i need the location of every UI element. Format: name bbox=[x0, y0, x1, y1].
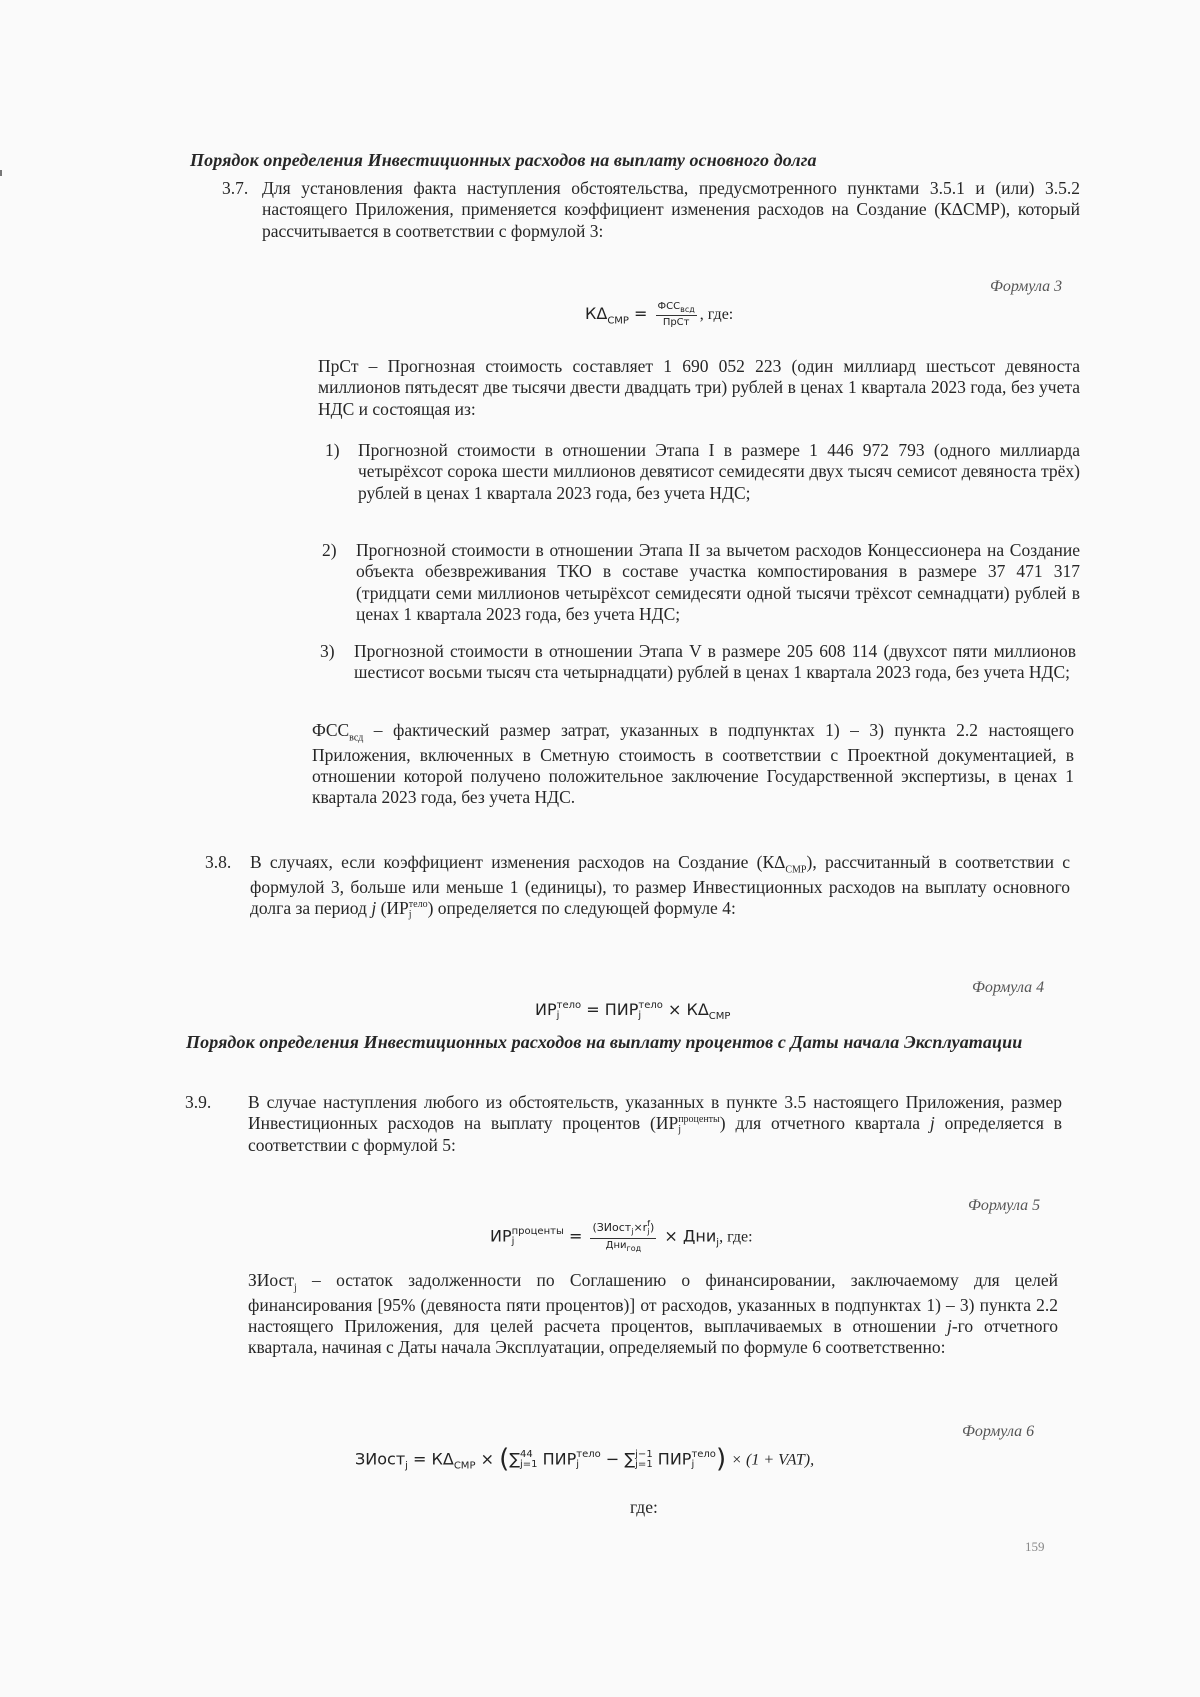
formula-3-numerator-sub: всд bbox=[680, 305, 695, 314]
formula-3-eq: = bbox=[634, 304, 648, 324]
scan-mark bbox=[0, 170, 2, 176]
formula-3-tail: , где: bbox=[699, 306, 734, 324]
formula-3-lhs-sub: СМР bbox=[607, 315, 629, 327]
formula-6-label: Формула 6 bbox=[962, 1423, 1035, 1440]
clause-text-3-8: В случаях, если коэффициент изменения расходов на Создание $(К\Delta_{СМР})$, рассчитанный в соответствии с формулой 3, больше или меньше 1 (единицы), то размер Инвестиционных расходов на выплату основного долга за период j (ИР тело j ) определяется по следующей формуле 4: bbox=[250, 852, 1070, 921]
item-3-text: Прогнозной стоимости в отношении Этапа V в размере 205 608 114 (двухсот пяти миллионов шестисот восьми тысяч ста четырнадцати) рублей в ценах 1 квартала 2023 года, без учета НДС; bbox=[354, 641, 1076, 683]
formula-5: ИР проценты j = (ЗИост$_j$×r f j ) Дни$_{год}$ × Дни$_j$, где: bbox=[490, 1219, 753, 1253]
zi-definition: ЗИост$_j$ – остаток задолженности по Соглашению о финансировании, заключаемому для целей финансирования [95% (девяноста пяти процентов)] от расходов, указанных в подпунктах 1) – 3) пункта 2.2 настоящего Приложения, для целей расчета процентов, выплачиваемых в отношении j-го отчетного квартала, начиная с Даты начала Эксплуатации, определяемый по формуле 6 соответственно: bbox=[248, 1270, 1059, 1358]
formula-4: ИР тело j = ПИР тело j × $К\Delta_{СМР}$ bbox=[535, 999, 731, 1023]
formula-5-label: Формула 5 bbox=[968, 1197, 1041, 1214]
fss-symbol: ФСС bbox=[312, 720, 350, 740]
clause-number-3-7: 3.7. bbox=[222, 178, 249, 198]
clause-text-3-7: Для установления факта наступления обстоятельства, предусмотренного пунктами 3.5.1 и (или) 3.5.2 настоящего Приложения, применяется коэффициент изменения расходов на Создание (КΔСМР), который рассчитывается в соответствии с формулой 3: bbox=[262, 178, 1080, 241]
prst-definition: ПрСт – Прогнозная стоимость составляет 1 690 052 223 (один миллиард шестьсот девяноста миллионов пятьдесят две тысячи двести двадцать три) рублей в ценах 1 квартала 2023 года, без учета НДС и состоящая из: bbox=[318, 356, 1080, 419]
fss-symbol-sub: всд bbox=[349, 732, 364, 744]
item-2-number: 2) bbox=[322, 540, 337, 560]
formula-3 bbox=[585, 300, 733, 329]
item-2-text: Прогнозной стоимости в отношении Этапа II за вычетом расходов Концессионера на Создание объекта обезвреживания ТКО в составе участка компостирования в размере 37 471 317 (тридцати семи миллионов четырёхсот семидесяти одной тысячи трёхсот семнадцати) рублей в ценах 1 квартала 2023 года, без учета НДС; bbox=[356, 540, 1080, 625]
page-number: 159 bbox=[1025, 1539, 1045, 1554]
item-1-text: Прогнозной стоимости в отношении Этапа I в размере 1 446 972 793 (одного миллиарда четырёхсот сорока шести миллионов девятисот семидесяти двух тысяч семисот девяноста трёх) рублей в ценах 1 квартала 2023 года, без учета НДС; bbox=[358, 440, 1080, 503]
section-heading-principal: Порядок определения Инвестиционных расходов на выплату основного долга bbox=[190, 150, 817, 170]
fss-definition-text: – фактический размер затрат, указанных в подпунктах 1) – 3) пункта 2.2 настоящего Приложения, включенных в Сметную стоимость в соответствии с Проектной документацией, в отношении которой получено положительное заключение Государственной экспертизы, в ценах 1 квартала 2023 года, без учета НДС. bbox=[312, 720, 1074, 808]
clause-number-3-9: 3.9. bbox=[185, 1092, 212, 1112]
formula-6-where: где: bbox=[630, 1497, 658, 1517]
formula-3-label: Формула 3 bbox=[990, 278, 1063, 295]
fss-definition bbox=[312, 720, 1074, 809]
section-heading-interest: Порядок определения Инвестиционных расходов на выплату процентов с Даты начала Эксплуатации bbox=[186, 1032, 1023, 1052]
clause-number-3-8: 3.8. bbox=[205, 852, 232, 872]
formula-4-label: Формула 4 bbox=[972, 979, 1045, 996]
formula-3-denominator: ПрСт bbox=[662, 317, 690, 329]
formula-3-lhs: КΔ bbox=[585, 304, 608, 324]
formula-3-fraction bbox=[656, 300, 697, 329]
formula-6: ЗИост$_j$ = $К\Delta_{СМР}$ × (∑ 44 j=1 ПИР тело j − ∑ j−1 j=1 ПИР тело j ) × (1 + VAT), bbox=[355, 1444, 815, 1474]
item-1-number: 1) bbox=[325, 440, 340, 460]
item-3-number: 3) bbox=[320, 641, 335, 661]
formula-3-numerator: ФСС bbox=[657, 301, 681, 312]
clause-text-3-9: В случае наступления любого из обстоятельств, указанных в пункте 3.5 настоящего Приложения, размер Инвестиционных расходов на выплату процентов (ИР проценты j ) для отчетного квартала j определяется в соответствии с формулой 5: bbox=[248, 1092, 1062, 1156]
